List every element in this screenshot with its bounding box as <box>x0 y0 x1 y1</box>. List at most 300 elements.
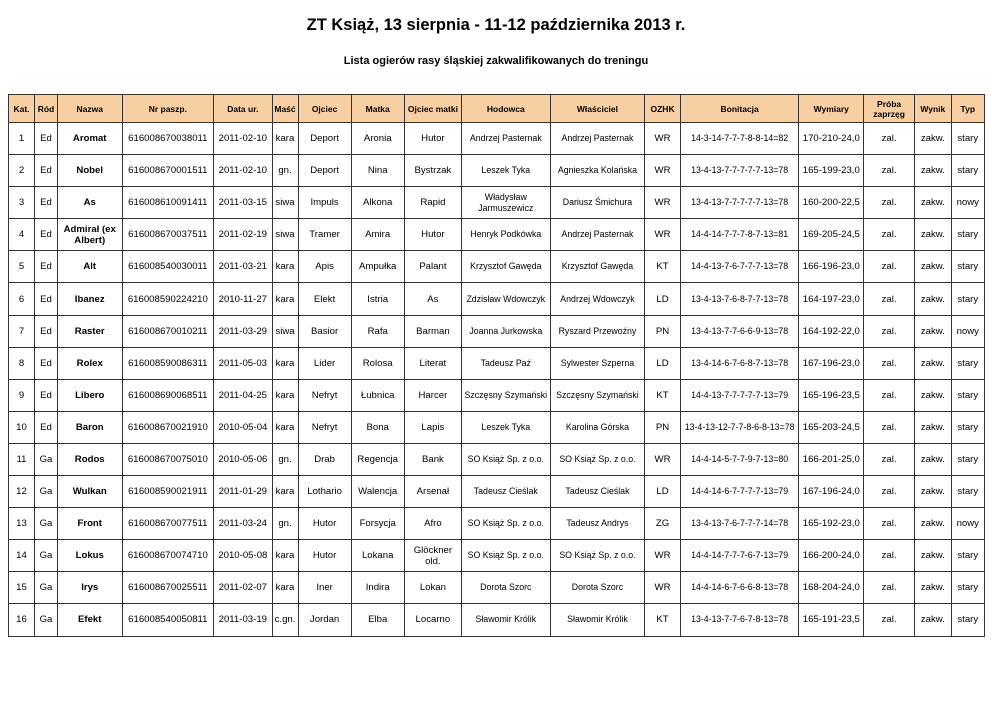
cell-nazwa: Libero <box>57 379 122 411</box>
cell-wynik: zakw. <box>915 379 951 411</box>
table-row <box>9 123 985 155</box>
table-row <box>9 379 985 411</box>
cell-hodowca: Andrzej Pasternak <box>462 123 551 155</box>
cell-kat: 14 <box>9 540 35 572</box>
cell-proba: zal. <box>864 315 915 347</box>
cell-bonitacja: 14-4-14-7-7-7-8-7-13=81 <box>680 219 799 251</box>
cell-ojciec-matki: Glöckner old. <box>404 540 461 572</box>
cell-kat: 16 <box>9 604 35 636</box>
cell-typ: nowy <box>951 508 984 540</box>
cell-wynik: zakw. <box>915 283 951 315</box>
cell-typ: stary <box>951 251 984 283</box>
cell-ojciec-matki: Rapid <box>404 187 461 219</box>
cell-rod: Ed <box>35 187 58 219</box>
table-row <box>9 187 985 219</box>
cell-ojciec: Apis <box>298 251 351 283</box>
cell-ozhk: WR <box>645 219 680 251</box>
cell-matka: Łubnica <box>351 379 404 411</box>
cell-ozhk: WR <box>645 155 680 187</box>
cell-bonitacja: 14-4-14-5-7-7-9-7-13=80 <box>680 443 799 475</box>
cell-bonitacja: 14-4-13-7-6-7-7-7-13=78 <box>680 251 799 283</box>
cell-nr-paszp: 616008540050811 <box>122 604 214 636</box>
cell-matka: Bona <box>351 411 404 443</box>
cell-rod: Ed <box>35 251 58 283</box>
cell-hodowca: SO Książ Sp. z o.o. <box>462 540 551 572</box>
cell-hodowca: Dorota Szorc <box>462 572 551 604</box>
cell-wlasciciel: SO Książ Sp. z o.o. <box>550 540 645 572</box>
cell-ozhk: ZG <box>645 508 680 540</box>
cell-ozhk: PN <box>645 411 680 443</box>
cell-matka: Elba <box>351 604 404 636</box>
cell-masc: kara <box>272 347 298 379</box>
col-rod-header: Ród <box>35 95 58 123</box>
cell-kat: 5 <box>9 251 35 283</box>
cell-matka: Istria <box>351 283 404 315</box>
cell-typ: stary <box>951 540 984 572</box>
cell-wlasciciel: Andrzej Wdowczyk <box>550 283 645 315</box>
cell-wynik: zakw. <box>915 540 951 572</box>
cell-nr-paszp: 616008670037511 <box>122 219 214 251</box>
col-wynik-header: Wynik <box>915 95 951 123</box>
cell-data-ur: 2011-03-29 <box>214 315 272 347</box>
cell-kat: 6 <box>9 283 35 315</box>
cell-nr-paszp: 616008540030011 <box>122 251 214 283</box>
cell-wymiary: 165-191-23,5 <box>799 604 864 636</box>
cell-masc: gn. <box>272 155 298 187</box>
cell-typ: stary <box>951 411 984 443</box>
cell-ojciec: Basior <box>298 315 351 347</box>
cell-wymiary: 165-203-24,5 <box>799 411 864 443</box>
cell-proba: zal. <box>864 443 915 475</box>
cell-wlasciciel: Dorota Szorc <box>550 572 645 604</box>
cell-nr-paszp: 616008670074710 <box>122 540 214 572</box>
cell-nr-paszp: 616008590086311 <box>122 347 214 379</box>
cell-data-ur: 2011-03-15 <box>214 187 272 219</box>
cell-wymiary: 166-196-23,0 <box>799 251 864 283</box>
cell-rod: Ed <box>35 315 58 347</box>
cell-masc: siwa <box>272 219 298 251</box>
cell-proba: zal. <box>864 219 915 251</box>
cell-ojciec-matki: Palant <box>404 251 461 283</box>
cell-ozhk: WR <box>645 187 680 219</box>
cell-bonitacja: 14-4-14-6-7-6-6-8-13=78 <box>680 572 799 604</box>
cell-hodowca: Zdzisław Wdowczyk <box>462 283 551 315</box>
cell-rod: Ga <box>35 572 58 604</box>
cell-data-ur: 2010-05-04 <box>214 411 272 443</box>
cell-matka: Ampułka <box>351 251 404 283</box>
cell-nr-paszp: 616008690068511 <box>122 379 214 411</box>
cell-wynik: zakw. <box>915 187 951 219</box>
cell-ojciec-matki: Lokan <box>404 572 461 604</box>
cell-wlasciciel: Krzysztof Gawęda <box>550 251 645 283</box>
cell-data-ur: 2011-02-10 <box>214 123 272 155</box>
table-row <box>9 508 985 540</box>
cell-hodowca: Leszek Tyka <box>462 155 551 187</box>
cell-masc: gn. <box>272 508 298 540</box>
cell-proba: zal. <box>864 476 915 508</box>
cell-hodowca: Tadeusz Paź <box>462 347 551 379</box>
col-typ-header: Typ <box>951 95 984 123</box>
cell-wynik: zakw. <box>915 604 951 636</box>
cell-ojciec-matki: Locarno <box>404 604 461 636</box>
cell-rod: Ed <box>35 379 58 411</box>
cell-nazwa: Nobel <box>57 155 122 187</box>
cell-proba: zal. <box>864 604 915 636</box>
cell-nazwa: Baron <box>57 411 122 443</box>
cell-wlasciciel: Tadeusz Andrys <box>550 508 645 540</box>
cell-wlasciciel: Szczęsny Szymański <box>550 379 645 411</box>
cell-matka: Walencja <box>351 476 404 508</box>
cell-nr-paszp: 616008670010211 <box>122 315 214 347</box>
cell-ojciec-matki: Bank <box>404 443 461 475</box>
cell-nazwa: Rodos <box>57 443 122 475</box>
cell-wymiary: 166-200-24,0 <box>799 540 864 572</box>
cell-bonitacja: 14-3-14-7-7-7-8-8-14=82 <box>680 123 799 155</box>
cell-nazwa: Alt <box>57 251 122 283</box>
cell-hodowca: Tadeusz Cieślak <box>462 476 551 508</box>
cell-matka: Aronia <box>351 123 404 155</box>
table-header-row <box>9 95 985 123</box>
cell-ozhk: LD <box>645 283 680 315</box>
cell-hodowca: SO Książ Sp. z o.o. <box>462 443 551 475</box>
cell-ozhk: KT <box>645 604 680 636</box>
cell-typ: stary <box>951 572 984 604</box>
cell-masc: kara <box>272 572 298 604</box>
stallion-table <box>8 94 985 637</box>
cell-typ: stary <box>951 347 984 379</box>
cell-wymiary: 167-196-23,0 <box>799 347 864 379</box>
table-row <box>9 283 985 315</box>
cell-bonitacja: 13-4-13-7-6-8-7-7-13=78 <box>680 283 799 315</box>
cell-wynik: zakw. <box>915 123 951 155</box>
cell-wymiary: 160-200-22,5 <box>799 187 864 219</box>
cell-ojciec: Iner <box>298 572 351 604</box>
cell-ojciec: Nefryt <box>298 379 351 411</box>
cell-nr-paszp: 616008670001511 <box>122 155 214 187</box>
cell-matka: Forsycja <box>351 508 404 540</box>
cell-ojciec-matki: Hutor <box>404 123 461 155</box>
cell-data-ur: 2011-03-21 <box>214 251 272 283</box>
cell-hodowca: Szczęsny Szymański <box>462 379 551 411</box>
cell-wymiary: 167-196-24,0 <box>799 476 864 508</box>
cell-wymiary: 165-199-23,0 <box>799 155 864 187</box>
table-row <box>9 540 985 572</box>
cell-typ: nowy <box>951 315 984 347</box>
cell-matka: Indira <box>351 572 404 604</box>
cell-data-ur: 2011-03-19 <box>214 604 272 636</box>
table-row <box>9 604 985 636</box>
table-row <box>9 315 985 347</box>
cell-hodowca: Leszek Tyka <box>462 411 551 443</box>
cell-ozhk: WR <box>645 443 680 475</box>
cell-kat: 7 <box>9 315 35 347</box>
col-data-ur-header: Data ur. <box>214 95 272 123</box>
cell-wynik: zakw. <box>915 251 951 283</box>
cell-bonitacja: 13-4-13-7-7-7-7-7-13=78 <box>680 155 799 187</box>
cell-hodowca: Władysław Jarmuszewicz <box>462 187 551 219</box>
cell-wlasciciel: Karolina Górska <box>550 411 645 443</box>
cell-wynik: zakw. <box>915 315 951 347</box>
cell-typ: stary <box>951 123 984 155</box>
cell-masc: c.gn. <box>272 604 298 636</box>
cell-proba: zal. <box>864 123 915 155</box>
cell-kat: 4 <box>9 219 35 251</box>
cell-hodowca: Krzysztof Gawęda <box>462 251 551 283</box>
cell-masc: kara <box>272 476 298 508</box>
col-ojciec-header: Ojciec <box>298 95 351 123</box>
table-row <box>9 443 985 475</box>
table-row <box>9 251 985 283</box>
cell-nr-paszp: 616008590021911 <box>122 476 214 508</box>
cell-proba: zal. <box>864 411 915 443</box>
cell-rod: Ed <box>35 123 58 155</box>
cell-masc: kara <box>272 251 298 283</box>
cell-nr-paszp: 616008670021910 <box>122 411 214 443</box>
cell-wymiary: 165-192-23,0 <box>799 508 864 540</box>
cell-bonitacja: 13-4-13-12-7-7-8-6-8-13=78 <box>680 411 799 443</box>
cell-nazwa: Front <box>57 508 122 540</box>
cell-wlasciciel: Sławomir Królik <box>550 604 645 636</box>
table-row <box>9 476 985 508</box>
cell-matka: Alkona <box>351 187 404 219</box>
cell-typ: stary <box>951 219 984 251</box>
cell-data-ur: 2011-03-24 <box>214 508 272 540</box>
cell-nazwa: Rolex <box>57 347 122 379</box>
cell-ojciec-matki: As <box>404 283 461 315</box>
col-masc-header: Maść <box>272 95 298 123</box>
cell-rod: Ga <box>35 540 58 572</box>
cell-nazwa: Ibanez <box>57 283 122 315</box>
cell-wymiary: 164-192-22,0 <box>799 315 864 347</box>
cell-ojciec-matki: Literat <box>404 347 461 379</box>
cell-nazwa: Raster <box>57 315 122 347</box>
cell-wymiary: 169-205-24,5 <box>799 219 864 251</box>
cell-hodowca: SO Książ Sp. z o.o. <box>462 508 551 540</box>
cell-kat: 12 <box>9 476 35 508</box>
cell-proba: zal. <box>864 572 915 604</box>
cell-rod: Ga <box>35 604 58 636</box>
cell-typ: stary <box>951 476 984 508</box>
cell-wlasciciel: Agnieszka Kolańska <box>550 155 645 187</box>
cell-ojciec: Hutor <box>298 540 351 572</box>
cell-bonitacja: 13-4-13-7-7-6-6-9-13=78 <box>680 315 799 347</box>
cell-rod: Ed <box>35 347 58 379</box>
cell-rod: Ed <box>35 155 58 187</box>
cell-ozhk: WR <box>645 540 680 572</box>
cell-wlasciciel: Andrzej Pasternak <box>550 219 645 251</box>
cell-data-ur: 2011-01-29 <box>214 476 272 508</box>
cell-kat: 1 <box>9 123 35 155</box>
cell-proba: zal. <box>864 187 915 219</box>
cell-wynik: zakw. <box>915 476 951 508</box>
cell-kat: 15 <box>9 572 35 604</box>
cell-ojciec: Deport <box>298 123 351 155</box>
table-row <box>9 347 985 379</box>
cell-ojciec: Elekt <box>298 283 351 315</box>
cell-typ: stary <box>951 604 984 636</box>
cell-typ: stary <box>951 283 984 315</box>
cell-data-ur: 2011-02-10 <box>214 155 272 187</box>
cell-proba: zal. <box>864 347 915 379</box>
cell-bonitacja: 13-4-13-7-6-7-7-7-14=78 <box>680 508 799 540</box>
cell-ozhk: KT <box>645 379 680 411</box>
cell-wymiary: 170-210-24,0 <box>799 123 864 155</box>
cell-ojciec: Hutor <box>298 508 351 540</box>
cell-ojciec: Deport <box>298 155 351 187</box>
cell-bonitacja: 14-4-13-7-7-7-7-7-13=79 <box>680 379 799 411</box>
cell-kat: 10 <box>9 411 35 443</box>
cell-typ: stary <box>951 379 984 411</box>
cell-kat: 9 <box>9 379 35 411</box>
cell-nazwa: Lokus <box>57 540 122 572</box>
cell-rod: Ga <box>35 476 58 508</box>
cell-hodowca: Joanna Jurkowska <box>462 315 551 347</box>
cell-data-ur: 2010-11-27 <box>214 283 272 315</box>
cell-wynik: zakw. <box>915 347 951 379</box>
col-proba-zaprzeg-header: Próba zaprzęg <box>864 95 915 123</box>
cell-wlasciciel: Ryszard Przewoźny <box>550 315 645 347</box>
cell-masc: siwa <box>272 187 298 219</box>
cell-hodowca: Henryk Podkówka <box>462 219 551 251</box>
cell-bonitacja: 14-4-14-7-7-7-6-7-13=79 <box>680 540 799 572</box>
cell-matka: Regencja <box>351 443 404 475</box>
cell-matka: Rolosa <box>351 347 404 379</box>
cell-nazwa: Wulkan <box>57 476 122 508</box>
cell-masc: kara <box>272 411 298 443</box>
cell-ozhk: WR <box>645 572 680 604</box>
col-hodowca-header: Hodowca <box>462 95 551 123</box>
cell-bonitacja: 13-4-13-7-7-7-7-7-13=78 <box>680 187 799 219</box>
cell-bonitacja: 14-4-14-6-7-7-7-7-13=79 <box>680 476 799 508</box>
cell-wlasciciel: Dariusz Śmichura <box>550 187 645 219</box>
cell-masc: kara <box>272 540 298 572</box>
col-matka-header: Matka <box>351 95 404 123</box>
cell-data-ur: 2011-02-19 <box>214 219 272 251</box>
cell-ojciec: Lothario <box>298 476 351 508</box>
cell-nr-paszp: 616008590224210 <box>122 283 214 315</box>
cell-ojciec-matki: Hutor <box>404 219 461 251</box>
col-wymiary-header: Wymiary <box>799 95 864 123</box>
cell-nazwa: Irys <box>57 572 122 604</box>
cell-ojciec: Tramer <box>298 219 351 251</box>
cell-kat: 11 <box>9 443 35 475</box>
cell-wynik: zakw. <box>915 411 951 443</box>
cell-ozhk: LD <box>645 347 680 379</box>
cell-ojciec-matki: Lapis <box>404 411 461 443</box>
cell-typ: stary <box>951 155 984 187</box>
cell-ojciec-matki: Harcer <box>404 379 461 411</box>
cell-wynik: zakw. <box>915 443 951 475</box>
cell-data-ur: 2010-05-08 <box>214 540 272 572</box>
cell-ojciec: Nefryt <box>298 411 351 443</box>
col-wlasciciel-header: Właściciel <box>550 95 645 123</box>
cell-rod: Ed <box>35 283 58 315</box>
cell-nr-paszp: 616008610091411 <box>122 187 214 219</box>
cell-rod: Ed <box>35 411 58 443</box>
table-row <box>9 572 985 604</box>
cell-ozhk: LD <box>645 476 680 508</box>
col-bonitacja-header: Bonitacja <box>680 95 799 123</box>
cell-wynik: zakw. <box>915 572 951 604</box>
cell-kat: 8 <box>9 347 35 379</box>
cell-matka: Rafa <box>351 315 404 347</box>
cell-bonitacja: 13-4-13-7-7-6-7-8-13=78 <box>680 604 799 636</box>
cell-ojciec: Drab <box>298 443 351 475</box>
cell-masc: kara <box>272 283 298 315</box>
cell-matka: Amira <box>351 219 404 251</box>
cell-wlasciciel: Sylwester Szperna <box>550 347 645 379</box>
col-ozhk-header: OZHK <box>645 95 680 123</box>
cell-proba: zal. <box>864 283 915 315</box>
cell-data-ur: 2011-02-07 <box>214 572 272 604</box>
cell-wymiary: 168-204-24,0 <box>799 572 864 604</box>
cell-wynik: zakw. <box>915 155 951 187</box>
cell-masc: siwa <box>272 315 298 347</box>
cell-ojciec-matki: Arsenał <box>404 476 461 508</box>
cell-typ: stary <box>951 443 984 475</box>
cell-nazwa: Aromat <box>57 123 122 155</box>
cell-data-ur: 2011-04-25 <box>214 379 272 411</box>
cell-kat: 2 <box>9 155 35 187</box>
cell-matka: Nina <box>351 155 404 187</box>
cell-data-ur: 2011-05-03 <box>214 347 272 379</box>
table-row <box>9 411 985 443</box>
cell-wlasciciel: Andrzej Pasternak <box>550 123 645 155</box>
cell-rod: Ga <box>35 443 58 475</box>
cell-nazwa: Admirał (ex Albert) <box>57 219 122 251</box>
cell-ozhk: PN <box>645 315 680 347</box>
table-body <box>9 123 985 637</box>
cell-nazwa: As <box>57 187 122 219</box>
cell-proba: zal. <box>864 155 915 187</box>
cell-ojciec: Impuls <box>298 187 351 219</box>
cell-ojciec-matki: Afro <box>404 508 461 540</box>
cell-wlasciciel: SO Książ Sp. z o.o. <box>550 443 645 475</box>
cell-ojciec: Lider <box>298 347 351 379</box>
cell-wymiary: 164-197-23,0 <box>799 283 864 315</box>
cell-proba: zal. <box>864 508 915 540</box>
cell-nr-paszp: 616008670077511 <box>122 508 214 540</box>
cell-kat: 13 <box>9 508 35 540</box>
cell-rod: Ed <box>35 219 58 251</box>
cell-nr-paszp: 616008670025511 <box>122 572 214 604</box>
cell-ozhk: WR <box>645 123 680 155</box>
page-title: ZT Książ, 13 sierpnia - 11-12 października 2013 r. <box>306 16 686 34</box>
cell-ojciec-matki: Bystrzak <box>404 155 461 187</box>
col-kat-header: Kat. <box>9 95 35 123</box>
cell-wymiary: 165-196-23,5 <box>799 379 864 411</box>
cell-proba: zal. <box>864 540 915 572</box>
page-subtitle: Lista ogierów rasy śląskiej zakwalifikowanych do treningu <box>343 55 649 67</box>
cell-wlasciciel: Tadeusz Cieślak <box>550 476 645 508</box>
cell-ojciec: Jordan <box>298 604 351 636</box>
cell-wymiary: 166-201-25,0 <box>799 443 864 475</box>
cell-data-ur: 2010-05-06 <box>214 443 272 475</box>
cell-masc: kara <box>272 123 298 155</box>
cell-proba: zal. <box>864 251 915 283</box>
cell-nr-paszp: 616008670038011 <box>122 123 214 155</box>
cell-matka: Lokana <box>351 540 404 572</box>
table-row <box>9 219 985 251</box>
cell-bonitacja: 13-4-14-6-7-6-8-7-13=78 <box>680 347 799 379</box>
cell-wynik: zakw. <box>915 219 951 251</box>
cell-ojciec-matki: Barman <box>404 315 461 347</box>
col-ojciec-matki-header: Ojciec matki <box>404 95 461 123</box>
cell-kat: 3 <box>9 187 35 219</box>
cell-nr-paszp: 616008670075010 <box>122 443 214 475</box>
col-nr-paszp-header: Nr paszp. <box>122 95 214 123</box>
cell-rod: Ga <box>35 508 58 540</box>
